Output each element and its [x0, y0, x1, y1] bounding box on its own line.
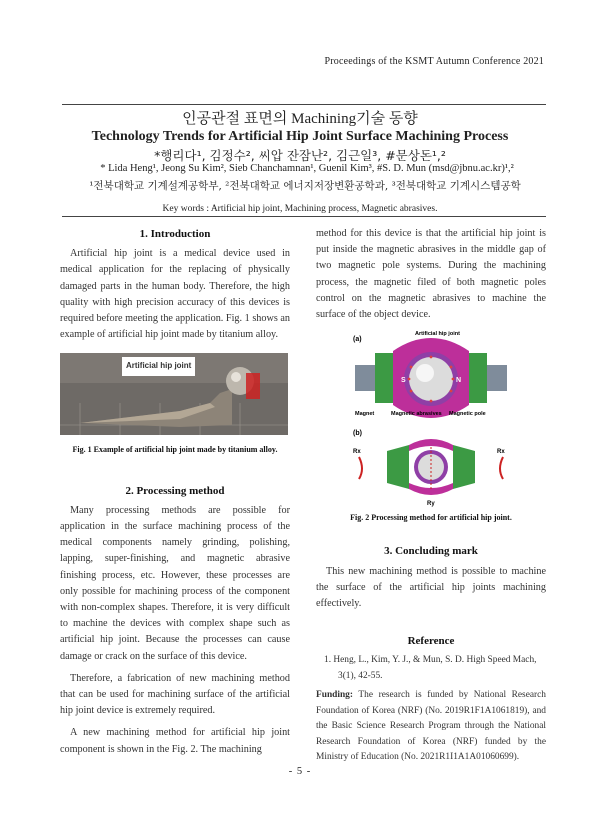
figure-2-label-magnet: Magnet [355, 411, 375, 418]
authors-korean: *행리다¹, 김정수², 씨압 잔잠난², 김근일³, #문상돈¹,² [154, 148, 446, 163]
title-korean: 인공관절 표면의 Machining기술 동향 [182, 111, 418, 127]
processing-text-continued: method for this device is that the artificial hip joint is put inside the magnetic abrasives in the middle gap of two magnetic pole systems. During the machining process, the magnetic filed of both magnetic poles control on the magnetic abrasives to machine the surface of the object device. [316, 228, 546, 321]
figure-1-caption: Fig. 1 Example of artificial hip joint made by titanium alloy. [72, 445, 278, 455]
figure-2-label-pole: Magnetic pole [449, 411, 486, 418]
right-column [316, 226, 546, 766]
reference-item-1: 1. Heng, L., Kim, Y. J., & Mun, S. D. High Speed Mach, 3(1), 42-55. [324, 655, 537, 681]
funding-note [316, 688, 546, 766]
figure-2-panel-b: (b) [353, 430, 362, 438]
page-number: - 5 - [288, 766, 312, 777]
figure-2-label-rx-left: Rx [353, 449, 361, 456]
figure-2-label-s: S [401, 377, 406, 385]
reference-heading: Reference [407, 635, 455, 648]
figure-2-label-abrasives: Magnetic abrasives [391, 411, 442, 418]
figure-2-label-joint: Artificial hip joint [415, 331, 460, 338]
figure-2-diagram [351, 329, 511, 507]
authors-english: * Lida Heng¹, Jeong Su Kim², Sieb Chanchamnan¹, Guenil Kim³, #S. D. Mun (msd@jbnu.ac.kr)¹,² [100, 163, 514, 174]
processing-text-3: A new machining method for artificial hip joint component is shown in the Fig. 2. The machining [60, 727, 290, 755]
affiliation: ¹전북대학교 기계설계공학부, ²전북대학교 에너지저장변환공학과, ³전북대학교 기계시스템공학 [89, 180, 521, 192]
reference-list [316, 653, 546, 766]
keywords: Key words : Artificial hip joint, Machining process, Magnetic abrasives. [162, 204, 438, 214]
title-english: Technology Trends for Artificial Hip Joint Surface Machining Process [91, 129, 509, 144]
figure-2-label-ry: Ry [427, 501, 435, 508]
figure-1-photo [60, 353, 288, 435]
funding-text: The research is funded by National Research Foundation of Korea (NRF) (No. 2019R1F1A1061819), and the Basic Science Research Program through the National Research Foundation of Korea (NRF) funded by the Ministry of Education (No. 2021R1I1A1A01060699). [316, 690, 546, 763]
introduction-text: Artificial hip joint is a medical device used in medical application for the replacing of physically damaged parts in the human body. Therefore, the high quality with high precision accuracy of this devices is required before meeting the application. Fig. 1 shows an example of artificial hip joint made by titanium alloy. [60, 248, 290, 341]
introduction-heading: 1. Introduction [139, 228, 211, 240]
keywords-rule [62, 216, 546, 217]
figure-1-label: Artificial hip joint [122, 357, 195, 375]
left-column [60, 226, 290, 758]
funding-label: Funding: [316, 690, 353, 701]
processing-text-1: Many processing methods are possible for application in the surface machining process of the medical components namely grinding, polishing, lapping, super-finishing, and magnetic abrasive finishing process, etc. However, these processes are only possible for machining process of the component with non-complex shapes. Therefore, it is very difficult to machine the devices with complex shape such as artificial hip joint. Because the processes can cause damage or crack on the surface of this device. [60, 504, 290, 662]
processing-heading: 2. Processing method [125, 484, 225, 497]
top-rule [62, 104, 546, 105]
figure-2-caption: Fig. 2 Processing method for artificial hip joint. [350, 513, 512, 523]
figure-2-panel-a: (a) [353, 336, 362, 344]
figure-2-label-rx-right: Rx [497, 449, 505, 456]
figure-2-label-n: N [456, 377, 462, 385]
conference-header: Proceedings of the KSMT Autumn Conference 2021 [324, 56, 544, 67]
processing-text-2: Therefore, a fabrication of new machining method that can be used for machining surface of the artificial hip joint device is extremely required. [60, 672, 290, 717]
conclusion-heading: 3. Concluding mark [384, 545, 478, 558]
conclusion-text: This new machining method is possible to machine the surface of the artificial hip joints machining effectively. [316, 565, 546, 610]
